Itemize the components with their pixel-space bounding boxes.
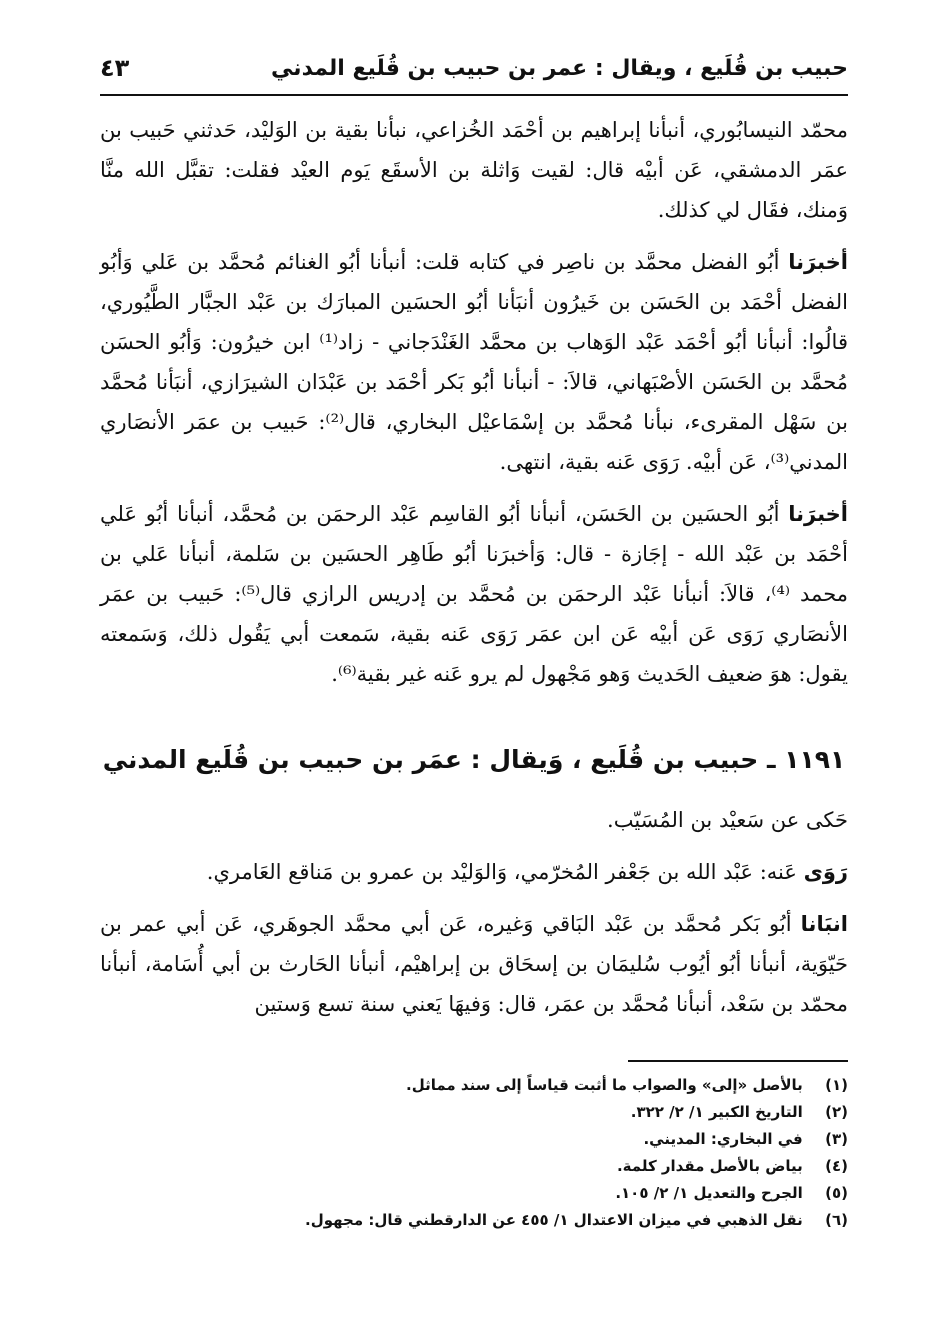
paragraph-lead: رَوَى <box>803 860 848 884</box>
footnotes <box>100 1072 848 1234</box>
footnote-text: نقل الذهبي في ميزان الاعتدال ١/ ٤٥٥ عن الدارقطني قال: مجهول. <box>305 1211 803 1229</box>
paragraph-text: عَنه: عَبْد الله بن جَعْفر المُخرّمي، وَالوَليْد بن عمرو بن مَناقع العَامري. <box>206 860 797 884</box>
footnote-number: (٦) <box>825 1211 848 1229</box>
paragraph-lead: انبَانا <box>800 912 848 936</box>
footnote-item <box>100 1099 848 1126</box>
main-text <box>100 110 848 706</box>
footnote-text: الجرح والتعديل ١/ ٢/ ١٠٥. <box>615 1184 803 1202</box>
footnote-item <box>100 1207 848 1234</box>
footnote-item <box>100 1126 848 1153</box>
entry-heading: ١١٩١ ـ حبيب بن قُلَيع ، وَيقال : عمَر بن حبيب بن قُلَيع المدني <box>102 745 846 774</box>
paragraph <box>100 800 848 840</box>
page-number: ٤٣ <box>100 54 130 82</box>
footnote-item <box>100 1180 848 1207</box>
footnote-number: (٣) <box>825 1130 848 1148</box>
footnote-number: (٥) <box>825 1184 848 1202</box>
paragraph-text: حَكى عن سَعيْد بن المُسَيّب. <box>607 808 848 832</box>
footnote-text: التاريخ الكبير ١/ ٢/ ٣٢٢. <box>630 1103 803 1121</box>
footnote-item <box>100 1072 848 1099</box>
footnote-number: (٢) <box>825 1103 848 1121</box>
footnote-number: (٤) <box>825 1157 848 1175</box>
paragraph <box>100 494 848 694</box>
footnote-number: (١) <box>825 1076 848 1094</box>
paragraph <box>100 852 848 892</box>
paragraph <box>100 110 848 230</box>
paragraph-lead: أخبرَنا <box>788 250 848 274</box>
paragraph-text: أبُو الحسَين بن الحَسَن، أنبأنا أبُو القاسِم عَبْد الرحمَن بن مُحمَّد، أنبأنا أبُو عَلي أحْمَد بن عَبْد الله - إجَازة - قال: وَأخبرَنا أبُو طَاهِر الحسَين بن سَلمة، أنبأنا عَلي بن محمد ⁽⁴⁾، قالاَ: أنبأنا عَبْد الرحمَن بن مُحمَّد بن إدريس الرازي قال⁽⁵⁾: حَبيب بن عمَر الأنصَاري رَوَى عَن أبيْه عَن ابن عمَر رَوَى عَنه بقية، سَمعت أبي يَقُول ذلك، وَسَمعته يقول: هوَ ضعيف الحَديث وَهو مَجْهول لم يرو عَنه غير بقية⁽⁶⁾. <box>100 502 849 686</box>
paragraph-text: محمّد النيسابُوري، أنبأنا إبراهيم بن أحْمَد الخُزاعي، نبأنا بقية بن الوَليْد، حَدثني حَبيب بن عمَر الدمشقي، عَن أبيْه قال: لقيت وَاثلة بن الأسقَع يَوم العيْد فقلت: تقبَّل الله منَّا وَمنك، فقَال لي كذلك. <box>100 118 848 222</box>
paragraph-text: أبُو بَكر مُحمَّد بن عَبْد البَاقي وَغيره، عَن أبي محمَّد الجوهَري، عَن أبي عمر بن حَيّوَية، أنبأنا أبُو أيُوب سُليمَان بن إسحَاق بن إبراهيْم، أنبأنا الحَارث بن أبي أُسَامة، أنبأنا محمّد بن سَعْد، أنبأنا مُحمَّد بن عمَر، قال: وَفيهَا يَعني سنة تسع وَستين <box>100 912 848 1016</box>
footnote-divider <box>628 1060 848 1062</box>
footnote-text: في البخاري: المديني. <box>643 1130 803 1148</box>
footnote-text: بياض بالأصل مقدار كلمة. <box>616 1157 803 1175</box>
footnote-text: بالأصل «إلى» والصواب ما أثبت قياساً إلى سند مماثل. <box>406 1076 803 1094</box>
paragraph-lead: أخبرَنا <box>788 502 848 526</box>
paragraph <box>100 904 848 1024</box>
footnote-item <box>100 1153 848 1180</box>
paragraph-text: أبُو الفضل محمَّد بن ناصِر في كتابه قلت: أنبأنا أبُو الغنائم مُحمَّد بن عَلي وَأبُو الفضل أحْمَد بن الحَسَن بن خَيرُون أنبَأنا أبُو الحسَين المبارَك بن عَبْد الجبَّار الطَّيُوري، قالُوا: أنبأنا أبُو أحْمَد عَبْد الوَهاب بن محمَّد الغَنْدَجاني - زاد⁽¹⁾ ابن خيرُون: وَأبُو الحسَن مُحمَّد بن الحَسَن الأصْبَهاني، قالاَ: - أنبأنا أبُو بَكر أحْمَد بن عَبْدَان الشيرَازي، أنبَأنا مُحمَّد بن سَهْل المقرىء، نبأنا مُحمَّد بن إسْمَاعيْل البخاري، قال⁽²⁾: حَبيب بن عمَر الأنصَاري المدني⁽³⁾، عَن أبيْه. رَوَى عَنه بقية، انتهى. <box>100 250 848 474</box>
page-header <box>100 50 848 96</box>
paragraph <box>100 242 848 482</box>
entry-text <box>100 800 848 1036</box>
running-title: حبيب بن قُلَيع ، ويقال : عمر بن حبيب بن قُلَيع المدني <box>271 56 848 81</box>
